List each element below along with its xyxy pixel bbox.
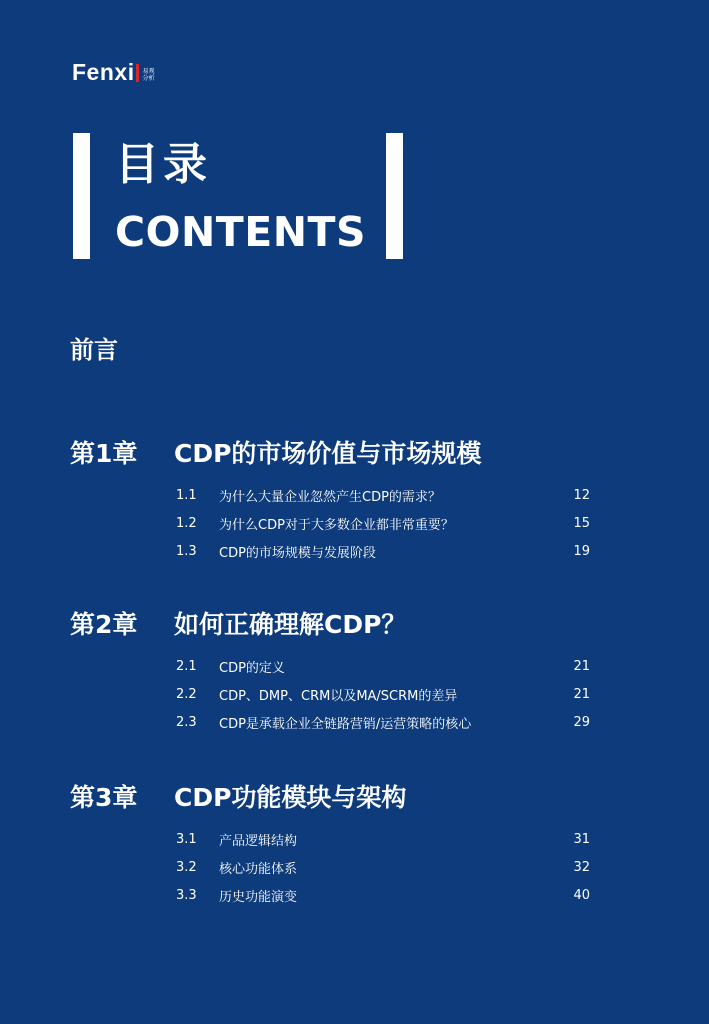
section-title: 为什么CDP对于大多数企业都非常重要？ [219,517,454,533]
chapter-title: CDP的市场价值与市场规模 [174,439,482,468]
section-number: 2.3 [176,714,197,730]
toc-section-row[interactable] [70,537,590,565]
section-title: 核心功能体系 [219,861,298,877]
section-number: 1.2 [176,515,197,531]
logo-sub-line2: 分析 [142,75,155,82]
section-page-number: 12 [573,487,590,503]
toc-preface[interactable]: 前言 [70,336,118,364]
section-title: 历史功能演变 [219,889,298,905]
chapter-heading[interactable] [70,433,590,471]
toc-section-row[interactable] [70,652,590,680]
toc-section-row[interactable] [70,509,590,537]
section-number: 3.2 [176,859,197,875]
section-number: 1.3 [176,543,197,559]
section-list [70,825,590,909]
toc-section-row[interactable] [70,680,590,708]
chapter-number: 第1章 [70,439,138,468]
section-number: 2.2 [176,686,197,702]
section-number: 1.1 [176,487,197,503]
section-list [70,481,590,565]
toc-section-row[interactable] [70,825,590,853]
chapter-number: 第2章 [70,610,138,639]
logo-wordmark-start: Fenx [72,59,128,85]
section-page-number: 15 [573,515,590,531]
brand-logo [72,56,155,84]
chapter-title: 如何正确理解CDP？ [174,610,407,639]
section-number: 3.1 [176,831,197,847]
logo-wordmark-end: i [127,59,135,85]
logo-accent-bar [136,64,139,82]
toc-chapter-1 [70,433,590,565]
section-title: CDP是承载企业全链路营销/运营策略的核心 [219,716,472,732]
section-title: CDP、DMP、CRM以及MA/SCRM的差异 [219,688,458,704]
title-right-bar [386,133,403,259]
section-title: 产品逻辑结构 [219,833,298,849]
section-page-number: 19 [573,543,590,559]
page-title-cn: 目录 [115,139,211,190]
toc-section-row[interactable] [70,481,590,509]
chapter-number: 第3章 [70,783,138,812]
toc-chapter-3 [70,777,590,909]
section-page-number: 29 [573,714,590,730]
section-page-number: 21 [573,686,590,702]
toc-section-row[interactable] [70,853,590,881]
toc-section-row[interactable] [70,881,590,909]
section-page-number: 32 [573,859,590,875]
logo-subtext [143,68,155,82]
toc-section-row[interactable] [70,708,590,736]
section-title: 为什么大量企业忽然产生CDP的需求？ [219,489,441,505]
section-page-number: 21 [573,658,590,674]
section-title: CDP的定义 [219,660,285,676]
logo-sub-line1: 易观 [142,68,155,75]
section-number: 3.3 [176,887,197,903]
section-number: 2.1 [176,658,197,674]
page-title-en: CONTENTS [115,208,367,256]
toc-chapter-2 [70,604,590,736]
section-page-number: 31 [573,831,590,847]
chapter-title: CDP功能模块与架构 [174,783,407,812]
title-left-bar [73,133,90,259]
chapter-heading[interactable] [70,604,590,642]
section-title: CDP的市场规模与发展阶段 [219,545,376,561]
chapter-heading[interactable] [70,777,590,815]
section-page-number: 40 [573,887,590,903]
section-list [70,652,590,736]
